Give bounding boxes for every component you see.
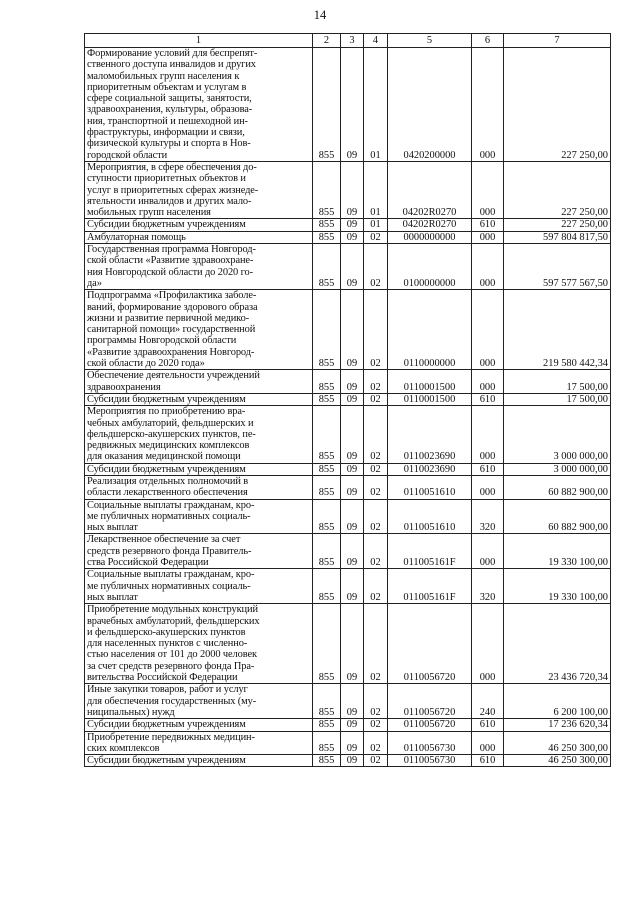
row-name-cell: Амбулаторная помощь: [85, 231, 313, 243]
row-expense-type-cell: 000: [472, 161, 504, 218]
row-section-cell: 09: [341, 393, 364, 405]
row-amount-cell: 60 882 900,00: [504, 475, 611, 499]
row-grbs-cell: 855: [313, 604, 341, 684]
row-target-article-cell: 0110023690: [388, 463, 472, 475]
row-expense-type-cell: 000: [472, 370, 504, 394]
row-section-cell: 09: [341, 370, 364, 394]
row-target-article-cell: 011005161F: [388, 569, 472, 604]
row-expense-type-cell: 000: [472, 534, 504, 569]
row-grbs-cell: 855: [313, 684, 341, 719]
column-header: 4: [364, 34, 388, 48]
budget-table: [84, 33, 611, 767]
row-expense-type-cell: 240: [472, 684, 504, 719]
row-name-cell: Приобретение модульных конструкций врачебных амбулаторий, фельдшерских и фельдшерско-акушерских пунктов для населенных пунктов с численно- стью населения от 101 до 2000 человек за счет средств резервного фонда Пра- вительства Российской Федерации: [85, 604, 313, 684]
table-row: [85, 244, 611, 290]
row-subsection-cell: 01: [364, 161, 388, 218]
row-section-cell: 09: [341, 231, 364, 243]
row-amount-cell: 19 330 100,00: [504, 534, 611, 569]
row-amount-cell: 597 577 567,50: [504, 244, 611, 290]
row-grbs-cell: 855: [313, 370, 341, 394]
row-target-article-cell: 0420200000: [388, 48, 472, 162]
row-grbs-cell: 855: [313, 475, 341, 499]
row-amount-cell: 3 000 000,00: [504, 406, 611, 463]
table-row: [85, 719, 611, 731]
row-section-cell: 09: [341, 604, 364, 684]
column-header: 7: [504, 34, 611, 48]
table-row: [85, 604, 611, 684]
row-target-article-cell: 0110051610: [388, 475, 472, 499]
row-amount-cell: 227 250,00: [504, 219, 611, 231]
row-target-article-cell: 0110056730: [388, 755, 472, 767]
row-name-cell: Лекарственное обеспечение за счет средств резервного фонда Правитель- ства Российской Федерации: [85, 534, 313, 569]
row-section-cell: 09: [341, 569, 364, 604]
row-section-cell: 09: [341, 475, 364, 499]
row-grbs-cell: 855: [313, 569, 341, 604]
row-expense-type-cell: 000: [472, 48, 504, 162]
page-number: 14: [313, 8, 327, 22]
table-row: [85, 499, 611, 534]
table-row: [85, 231, 611, 243]
row-subsection-cell: 02: [364, 731, 388, 755]
row-name-cell: Иные закупки товаров, работ и услуг для обеспечения государственных (му- ниципальных) нужд: [85, 684, 313, 719]
row-expense-type-cell: 320: [472, 499, 504, 534]
table-header-row: [85, 34, 611, 48]
table-row: [85, 755, 611, 767]
row-target-article-cell: 0110056720: [388, 719, 472, 731]
row-expense-type-cell: 000: [472, 290, 504, 370]
row-grbs-cell: 855: [313, 393, 341, 405]
row-grbs-cell: 855: [313, 534, 341, 569]
row-amount-cell: 19 330 100,00: [504, 569, 611, 604]
row-subsection-cell: 02: [364, 406, 388, 463]
table-row: [85, 48, 611, 162]
table-row: [85, 161, 611, 218]
row-target-article-cell: 0110056730: [388, 731, 472, 755]
row-target-article-cell: 0100000000: [388, 244, 472, 290]
row-subsection-cell: 02: [364, 475, 388, 499]
table-row: [85, 393, 611, 405]
row-name-cell: Подпрограмма «Профилактика заболе- ваний, формирование здорового образа жизни и развитие первичной медико- санитарной помощи» государственной программы Новгородской области «Развитие здравоохранения Новгород- ской области до 2020 года»: [85, 290, 313, 370]
row-expense-type-cell: 610: [472, 755, 504, 767]
table-row: [85, 463, 611, 475]
row-section-cell: 09: [341, 684, 364, 719]
row-section-cell: 09: [341, 290, 364, 370]
column-header: 2: [313, 34, 341, 48]
row-name-cell: Мероприятия, в сфере обеспечения до- ступности приоритетных объектов и услуг в приоритетных сферах жизнеде- ятельности инвалидов и других мало- мобильных групп населения: [85, 161, 313, 218]
row-target-article-cell: 0110001500: [388, 393, 472, 405]
row-name-cell: Реализация отдельных полномочий в области лекарственного обеспечения: [85, 475, 313, 499]
row-name-cell: Субсидии бюджетным учреждениям: [85, 393, 313, 405]
row-subsection-cell: 02: [364, 499, 388, 534]
row-amount-cell: 597 804 817,50: [504, 231, 611, 243]
row-grbs-cell: 855: [313, 731, 341, 755]
row-grbs-cell: 855: [313, 719, 341, 731]
row-subsection-cell: 02: [364, 231, 388, 243]
row-expense-type-cell: 610: [472, 219, 504, 231]
row-subsection-cell: 02: [364, 290, 388, 370]
row-section-cell: 09: [341, 534, 364, 569]
row-amount-cell: 227 250,00: [504, 48, 611, 162]
row-section-cell: 09: [341, 499, 364, 534]
row-name-cell: Субсидии бюджетным учреждениям: [85, 719, 313, 731]
row-section-cell: 09: [341, 244, 364, 290]
row-expense-type-cell: 000: [472, 731, 504, 755]
row-expense-type-cell: 000: [472, 475, 504, 499]
row-grbs-cell: 855: [313, 406, 341, 463]
row-amount-cell: 46 250 300,00: [504, 731, 611, 755]
row-target-article-cell: 0110000000: [388, 290, 472, 370]
row-section-cell: 09: [341, 161, 364, 218]
row-amount-cell: 23 436 720,34: [504, 604, 611, 684]
row-subsection-cell: 02: [364, 755, 388, 767]
row-subsection-cell: 02: [364, 569, 388, 604]
row-subsection-cell: 02: [364, 393, 388, 405]
row-name-cell: Мероприятия по приобретению вра- чебных амбулаторий, фельдшерских и фельдшерско-акушерских пунктов, пе- редвижных медицинских комплексов для оказания медицинской помощи: [85, 406, 313, 463]
row-subsection-cell: 02: [364, 604, 388, 684]
row-grbs-cell: 855: [313, 755, 341, 767]
column-header: 1: [85, 34, 313, 48]
row-amount-cell: 219 580 442,34: [504, 290, 611, 370]
table-row: [85, 569, 611, 604]
row-expense-type-cell: 320: [472, 569, 504, 604]
row-target-article-cell: 0000000000: [388, 231, 472, 243]
row-amount-cell: 17 236 620,34: [504, 719, 611, 731]
row-target-article-cell: 04202R0270: [388, 161, 472, 218]
column-header: 6: [472, 34, 504, 48]
row-grbs-cell: 855: [313, 219, 341, 231]
row-expense-type-cell: 610: [472, 719, 504, 731]
row-grbs-cell: 855: [313, 463, 341, 475]
row-name-cell: Социальные выплаты гражданам, кро- ме публичных нормативных социаль- ных выплат: [85, 569, 313, 604]
row-target-article-cell: 04202R0270: [388, 219, 472, 231]
row-grbs-cell: 855: [313, 231, 341, 243]
row-section-cell: 09: [341, 48, 364, 162]
row-subsection-cell: 02: [364, 244, 388, 290]
row-name-cell: Субсидии бюджетным учреждениям: [85, 463, 313, 475]
row-grbs-cell: 855: [313, 161, 341, 218]
row-name-cell: Государственная программа Новгород- ской области «Развитие здравоохране- ния Новгородской области до 2020 го- да»: [85, 244, 313, 290]
row-expense-type-cell: 000: [472, 231, 504, 243]
table-row: [85, 406, 611, 463]
row-subsection-cell: 02: [364, 684, 388, 719]
row-section-cell: 09: [341, 731, 364, 755]
row-amount-cell: 60 882 900,00: [504, 499, 611, 534]
row-expense-type-cell: 000: [472, 406, 504, 463]
row-section-cell: 09: [341, 755, 364, 767]
row-expense-type-cell: 610: [472, 393, 504, 405]
table-row: [85, 475, 611, 499]
row-expense-type-cell: 000: [472, 604, 504, 684]
table-row: [85, 534, 611, 569]
row-expense-type-cell: 000: [472, 244, 504, 290]
row-name-cell: Обеспечение деятельности учреждений здравоохранения: [85, 370, 313, 394]
table-row: [85, 290, 611, 370]
table-row: [85, 731, 611, 755]
row-section-cell: 09: [341, 463, 364, 475]
column-header: 3: [341, 34, 364, 48]
row-amount-cell: 17 500,00: [504, 370, 611, 394]
row-grbs-cell: 855: [313, 290, 341, 370]
row-grbs-cell: 855: [313, 499, 341, 534]
row-amount-cell: 227 250,00: [504, 161, 611, 218]
row-amount-cell: 46 250 300,00: [504, 755, 611, 767]
row-target-article-cell: 0110051610: [388, 499, 472, 534]
row-name-cell: Приобретение передвижных медицин- ских комплексов: [85, 731, 313, 755]
row-amount-cell: 3 000 000,00: [504, 463, 611, 475]
row-target-article-cell: 0110023690: [388, 406, 472, 463]
row-target-article-cell: 0110001500: [388, 370, 472, 394]
row-grbs-cell: 855: [313, 244, 341, 290]
row-amount-cell: 17 500,00: [504, 393, 611, 405]
row-amount-cell: 6 200 100,00: [504, 684, 611, 719]
row-section-cell: 09: [341, 719, 364, 731]
row-subsection-cell: 02: [364, 370, 388, 394]
row-name-cell: Субсидии бюджетным учреждениям: [85, 219, 313, 231]
row-name-cell: Субсидии бюджетным учреждениям: [85, 755, 313, 767]
row-section-cell: 09: [341, 406, 364, 463]
row-subsection-cell: 02: [364, 534, 388, 569]
row-subsection-cell: 02: [364, 719, 388, 731]
row-subsection-cell: 01: [364, 48, 388, 162]
row-subsection-cell: 02: [364, 463, 388, 475]
column-header: 5: [388, 34, 472, 48]
table-row: [85, 684, 611, 719]
row-name-cell: Формирование условий для беспрепят- ственного доступа инвалидов и других маломобильных групп населения к приоритетным объектам и услугам в сфере социальной защиты, занятости, здравоохранения, культуры, образова- ния, транспортной и пешеходной ин- фраструктуры, информации и связи, физической культуры и спорта в Нов- городской области: [85, 48, 313, 162]
row-target-article-cell: 0110056720: [388, 684, 472, 719]
row-target-article-cell: 011005161F: [388, 534, 472, 569]
row-section-cell: 09: [341, 219, 364, 231]
row-subsection-cell: 01: [364, 219, 388, 231]
table-row: [85, 219, 611, 231]
row-expense-type-cell: 610: [472, 463, 504, 475]
table-row: [85, 370, 611, 394]
row-name-cell: Социальные выплаты гражданам, кро- ме публичных нормативных социаль- ных выплат: [85, 499, 313, 534]
row-target-article-cell: 0110056720: [388, 604, 472, 684]
row-grbs-cell: 855: [313, 48, 341, 162]
